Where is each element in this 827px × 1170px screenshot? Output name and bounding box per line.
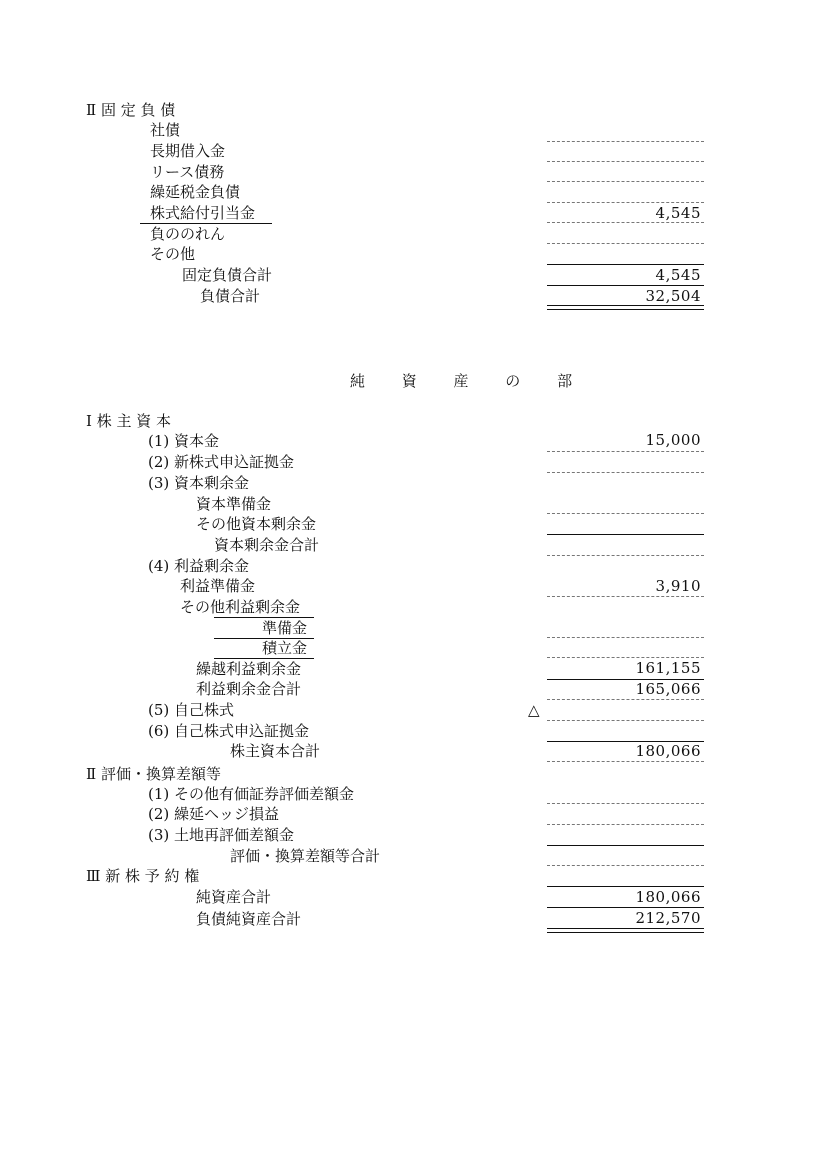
capital-surplus-total-amount-line — [547, 555, 704, 556]
negative-goodwill-amount-line — [547, 243, 704, 244]
subscription-rights-heading: Ⅲ 新 株 予 約 権 — [86, 867, 200, 885]
retained-earnings-label: (4) 利益剰余金 — [148, 557, 250, 575]
liabilities-total-label: 負債合計 — [200, 287, 261, 305]
treasury-stock-label: (5) 自己株式 — [148, 701, 235, 719]
lease-obligations-label: リース債務 — [150, 163, 225, 181]
accumulated-fund-label: 積立金 — [262, 639, 308, 657]
retained-earnings-total-amount-line — [547, 699, 704, 700]
fixed-liabilities-heading: Ⅱ 固 定 負 債 — [86, 101, 176, 119]
treasury-subscription-label: (6) 自己株式申込証拠金 — [148, 722, 310, 740]
net-assets-section-title: 純 資 産 の 部 — [350, 372, 589, 390]
other-capital-surplus-amount-line — [547, 534, 704, 535]
liabilities-net-assets-total-amount: 212,570 — [635, 909, 701, 927]
valuation-total-label: 評価・換算差額等合計 — [230, 847, 381, 865]
long-term-loans-label: 長期借入金 — [150, 142, 226, 160]
capital-surplus-label: (3) 資本剰余金 — [148, 474, 250, 492]
net-assets-total-amount: 180,066 — [635, 888, 701, 906]
liabilities-net-assets-total-double-line — [547, 928, 704, 933]
other-label: その他 — [150, 245, 196, 263]
valuation-total-amount-line — [547, 865, 704, 866]
shareholders-equity-total-amount-line — [547, 761, 704, 762]
land-revaluation-label: (3) 土地再評価差額金 — [148, 826, 295, 844]
net-assets-total-label: 純資産合計 — [196, 888, 272, 906]
lease-obligations-amount-line — [547, 181, 704, 182]
treasury-stock-negative-marker: △ — [528, 701, 540, 719]
capital-reserve-label: 資本準備金 — [196, 495, 272, 513]
treasury-stock-amount-line — [547, 720, 704, 721]
reserve-fund-label: 準備金 — [262, 619, 308, 637]
capital-surplus-total-label: 資本剰余金合計 — [214, 536, 320, 554]
retained-earnings-total-label: 利益剰余金合計 — [196, 680, 302, 698]
other-retained-earnings-label: その他利益剰余金 — [180, 598, 301, 616]
capital-stock-amount: 15,000 — [645, 431, 701, 449]
shareholders-equity-total-amount: 180,066 — [635, 742, 701, 760]
legal-reserve-amount: 3,910 — [655, 577, 701, 595]
legal-reserve-amount-line — [547, 596, 704, 597]
land-revaluation-amount-line — [547, 845, 704, 846]
fixed-liabilities-total-label: 固定負債合計 — [182, 266, 273, 284]
negative-goodwill-label: 負ののれん — [150, 225, 226, 243]
new-share-subscription-label: (2) 新株式申込証拠金 — [148, 453, 295, 471]
carried-forward-amount: 161,155 — [635, 659, 701, 677]
bonds-amount-line — [547, 141, 704, 142]
valuation-heading: Ⅱ 評価・換算差額等 — [86, 765, 221, 783]
capital-stock-label: (1) 資本金 — [148, 432, 220, 450]
stock-benefit-provision-amount: 4,545 — [655, 204, 701, 222]
stock-benefit-provision-amount-line — [547, 222, 704, 223]
capital-reserve-amount-line — [547, 513, 704, 514]
legal-reserve-label: 利益準備金 — [180, 577, 256, 595]
capital-stock-amount-line — [547, 451, 704, 452]
new-share-subscription-amount-line — [547, 472, 704, 473]
deferred-tax-liabilities-label: 繰延税金負債 — [150, 183, 241, 201]
securities-valuation-label: (1) その他有価証券評価差額金 — [148, 785, 355, 803]
carried-forward-label: 繰越利益剰余金 — [196, 660, 302, 678]
liabilities-net-assets-total-label: 負債純資産合計 — [196, 910, 302, 928]
deferred-hedge-amount-line — [547, 824, 704, 825]
retained-earnings-total-amount: 165,066 — [635, 680, 701, 698]
liabilities-total-double-line — [547, 305, 704, 310]
bonds-label: 社債 — [150, 121, 181, 139]
liabilities-total-amount: 32,504 — [645, 287, 701, 305]
securities-valuation-amount-line — [547, 803, 704, 804]
long-term-loans-amount-line — [547, 161, 704, 162]
shareholders-equity-total-label: 株主資本合計 — [230, 742, 321, 760]
other-capital-surplus-label: その他資本剰余金 — [196, 515, 317, 533]
reserve-fund-amount-line — [547, 637, 704, 638]
deferred-hedge-label: (2) 繰延ヘッジ損益 — [148, 805, 280, 823]
fixed-liabilities-total-amount: 4,545 — [655, 266, 701, 284]
stock-benefit-provision-label: 株式給付引当金 — [150, 204, 256, 222]
shareholders-equity-heading: Ⅰ 株 主 資 本 — [86, 412, 171, 430]
